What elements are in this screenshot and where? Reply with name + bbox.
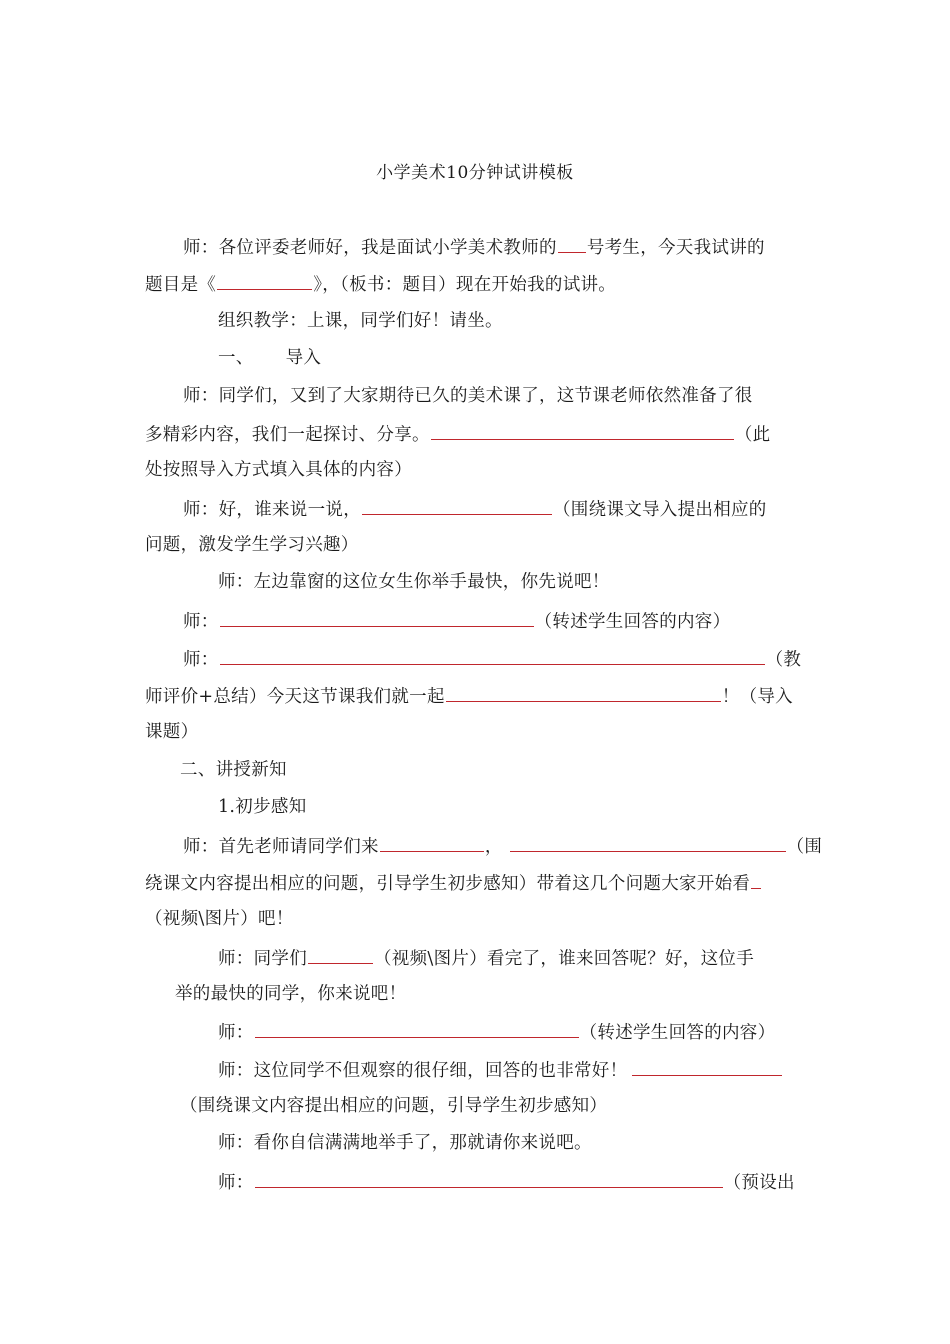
text: （围	[786, 837, 823, 857]
blank-question[interactable]	[362, 496, 552, 515]
text: 师：	[183, 612, 219, 632]
para-restate-2	[218, 1019, 775, 1045]
para-intro-teacher-line3: 处按照导入方式填入具体的内容）	[145, 460, 412, 480]
text: 师：好，谁来说一说，	[183, 500, 361, 520]
para-confident-student: 师：看你自信满满地举手了，那就请你来说吧。	[218, 1133, 592, 1153]
para-praise-line2: （围绕课文内容提出相应的问题，引导学生初步感知）	[180, 1096, 608, 1116]
text: 师：首先老师请同学们来	[183, 837, 379, 857]
para-question-line1	[183, 496, 767, 522]
blank-activity[interactable]	[380, 833, 484, 852]
para-intro-line1	[183, 234, 765, 260]
text: 号考生，今天我试讲的	[586, 238, 765, 258]
section-heading-new-knowledge: 二、讲授新知	[180, 760, 287, 780]
text: ，	[484, 837, 503, 857]
text: 题目是《	[145, 275, 217, 295]
text: 师：这位同学不但观察的很仔细，回答的也非常好！	[218, 1061, 628, 1081]
text: （转述学生回答的内容）	[534, 612, 731, 632]
text: 师：各位评委老师好，我是面试小学美术教师的	[183, 238, 557, 258]
para-after-media-line1	[218, 945, 754, 971]
text: （视频\图片）看完了，谁来回答呢？好，这位手	[374, 949, 754, 969]
text: ！（导入	[721, 687, 793, 707]
blank-candidate-number[interactable]	[558, 234, 586, 253]
text: 绕课文内容提出相应的问题，引导学生初步感知）带着这几个问题大家开始看	[145, 874, 751, 894]
text: （转述学生回答的内容）	[579, 1023, 776, 1043]
blank-media[interactable]	[751, 870, 761, 889]
para-preset-answer	[218, 1169, 795, 1195]
para-perception-line2	[145, 870, 762, 896]
text: 多精彩内容，我们一起探讨、分享。	[145, 425, 430, 445]
para-intro-line2	[145, 271, 616, 297]
para-restate	[183, 608, 730, 634]
para-evaluate-line1	[183, 646, 801, 672]
text: 师：	[183, 650, 219, 670]
para-perception-line3: （视频\图片）吧！	[145, 909, 294, 929]
para-intro-teacher-line2	[145, 421, 770, 447]
document-title: 小学美术10分钟试讲模板	[376, 163, 574, 183]
section-number: 一、	[218, 348, 254, 368]
blank-restate-answer[interactable]	[220, 608, 534, 627]
para-perception-line1	[183, 833, 822, 859]
blank-evaluation[interactable]	[220, 646, 765, 665]
para-intro-teacher-line1: 师：同学们，又到了大家期待已久的美术课了，这节课老师依然准备了很	[183, 386, 753, 406]
blank-preset-answer[interactable]	[255, 1169, 723, 1188]
para-call-student: 师：左边靠窗的这位女生你举手最快，你先说吧！	[218, 572, 610, 592]
text: 师评价+总结）今天这节课我们就一起	[145, 687, 445, 707]
organize-teaching: 组织教学：上课，同学们好！请坐。	[218, 311, 503, 331]
subsection-heading-perception: 1.初步感知	[218, 797, 307, 817]
blank-restate-answer-2[interactable]	[255, 1019, 579, 1038]
text: 师：	[218, 1173, 254, 1193]
text: （围绕课文导入提出相应的	[553, 500, 767, 520]
section-heading-intro	[218, 346, 321, 370]
blank-perception-question[interactable]	[510, 833, 786, 852]
section-label: 导入	[285, 348, 322, 368]
para-evaluate-line3: 课题）	[145, 722, 199, 742]
blank-lesson-topic[interactable]	[446, 683, 721, 702]
para-praise-line1	[218, 1057, 783, 1083]
para-after-media-line2: 举的最快的同学，你来说吧！	[175, 984, 407, 1004]
text: （此	[734, 425, 771, 445]
text: 师：	[218, 1023, 254, 1043]
blank-lesson-title[interactable]	[217, 271, 312, 290]
blank-followup-question[interactable]	[632, 1057, 782, 1076]
text: （教	[765, 650, 802, 670]
para-question-line2: 问题，激发学生学习兴趣）	[145, 535, 359, 555]
blank-intro-content[interactable]	[431, 421, 734, 440]
text: 师：同学们	[218, 949, 307, 969]
text: 》，（板书：题目）现在开始我的试讲。	[313, 275, 617, 295]
text: （预设出	[723, 1173, 795, 1193]
para-evaluate-line2	[145, 683, 793, 709]
blank-media-name[interactable]	[308, 945, 373, 964]
